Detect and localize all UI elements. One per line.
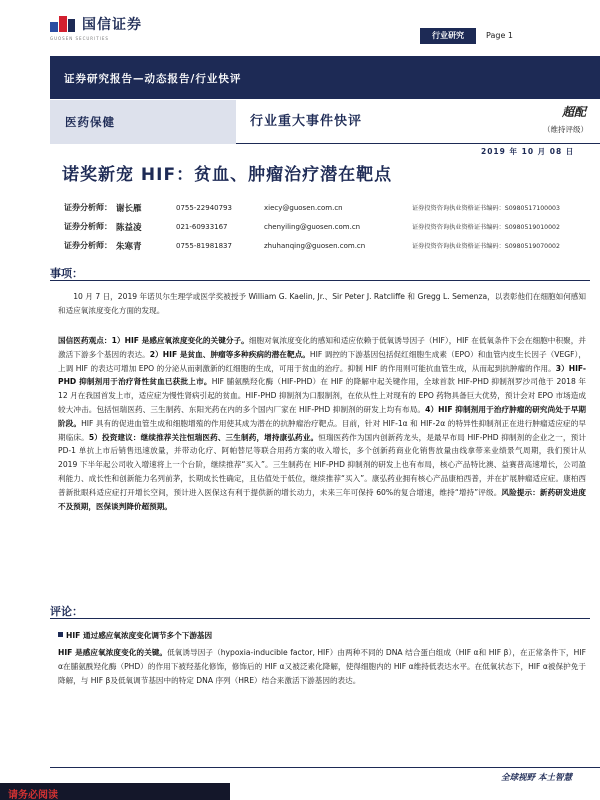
- analyst-phone: 0755-22940793: [176, 203, 232, 212]
- industry-label: 医药保健: [65, 115, 115, 129]
- analyst-cert: 证券投资咨询执业资格证书编码：S0980519010002: [412, 224, 560, 231]
- view-5-text: 恒瑞医药作为国内创新药龙头，是最早布局 HIF-PHD 抑制剂的企业之一，预计 PD-1 单抗上市后销售迅速放量，并带动化疗、阿帕替尼等联合用药方案的收入增长，多个创新药商业化销售放量由线拿带来业绩景气周期，我们预计从 2019 下半年起公司收入增速将上一个台阶，继续推荐“买入”。三生制药在 HIF-PHD 抑制剂的研发上也有布局，核心产品特比澳、益赛普高速增长，公司盈利能力、成长性和创新能力名列前茅，长期成长性确定，且估值处于低位，继续推荐“买入”。康弘药业拥有核心产品康柏西普，并在扩展肿瘤适应症。康柏西普新批眼科适应症打开增长空间，预计进入医保这有利于提供新的增长动力，未来三年可保持 60%的复合增速，维持“增持”评级。: [58, 432, 586, 497]
- view-3-text: HIF 脯氨酰羟化酶（HIF-PHD）在 HIF 的降解中起关键作用，全球首款 HIF-PHD 抑制剂罗沙司他于 2018 年 12 月在我国首发上市，适应症为慢性肾病引起的贫血。HIF-PHD 抑制剂为口服制剂，在依从性上对现有的 EPO 药物具备巨大优势，预计会对 EPO 市场造成较大冲击。包括恒瑞医药、三生制药、东阳光药在内的多个国内厂家在 HIF-PHD 抑制剂的研发上均有布局。: [58, 377, 586, 414]
- analyst-name: 陈益凌: [116, 222, 142, 233]
- brand-name: 国信证券: [82, 17, 142, 33]
- footer-divider: [50, 767, 600, 768]
- page-indicator: Page 1: [486, 31, 513, 40]
- analyst-cert: 证券投资咨询执业资格证书编码：S0980517100003: [412, 205, 560, 212]
- section-heading-event: [50, 262, 590, 281]
- views-lead: 国信医药观点：: [58, 336, 112, 345]
- square-bullet-icon: [58, 632, 63, 637]
- analyst-row: [64, 198, 584, 217]
- analyst-role: 证券分析师：: [64, 241, 112, 250]
- footer-slogan: 全球视野 本土智慧: [501, 773, 572, 783]
- analyst-role: 证券分析师：: [64, 222, 112, 231]
- section-title: 评论：: [50, 605, 83, 618]
- view-2-head: 2）HIF 是贫血、肿瘤等多种疾病的潜在靶点。: [149, 349, 310, 359]
- views-paragraph: [58, 334, 586, 513]
- brand-sub: GUOSEN SECURITIES: [50, 36, 109, 41]
- section-title: 事项：: [50, 267, 83, 280]
- company-logo: [50, 14, 142, 34]
- footer-badge: [0, 783, 230, 800]
- report-date: 2019 年 10 月 08 日: [481, 147, 575, 156]
- comment-text: 低氧诱导因子（hypoxia-inducible factor, HIF）由两种不同的 DNA 结合蛋白组成（HIF α和 HIF β），在正常条件下，HIF α在脯氨酰羟化酶（PHD）的作用下被羟基化修饰，修饰后的 HIF α又被泛素化降解，使得细胞内的 HIF α维持低表达水平。在低氧状态下，HIF α被保护免于降解，与 HIF β及低氧调节基因中的特定 DNA 序列（HRE）结合来激活下游基因的表达。: [58, 648, 587, 685]
- view-1-head: 1）HIF 是感应氧浓度变化的关键分子。: [111, 336, 249, 345]
- analyst-row: [64, 217, 584, 236]
- tab-industry-research: 行业研究: [420, 28, 476, 44]
- footer-badge-text: 请务必阅读: [8, 790, 58, 800]
- risk-warning: 风险提示：新药研发进度不及预期，医保谈判降价超预期。: [58, 487, 587, 511]
- industry-panel: [50, 100, 236, 144]
- view-4-text: HIF 具有的促进血管生成和细胞增殖的作用使其成为潜在的抗肿瘤治疗靶点。目前，针对 HIF-1α 和 HIF-2α 的特异性抑制剂正在进行肿瘤适应症的早期临床。: [58, 418, 587, 442]
- view-5-head: 5）投资建议：继续推荐关注恒瑞医药、三生制药，增持康弘药业。: [88, 432, 319, 442]
- comment-lead: HIF 是感应氧浓度变化的关键。: [58, 648, 168, 657]
- analyst-name: 谢长雁: [116, 203, 142, 214]
- header-tabs: [420, 28, 513, 44]
- analyst-email[interactable]: chenyiling@guosen.com.cn: [264, 222, 361, 231]
- report-info-bar: [50, 100, 600, 144]
- event-paragraph: 10 月 7 日，2019 年诺贝尔生理学或医学奖被授予 William G. Kaelin, Jr.、Sir Peter J. Ratcliffe 和 Gregg L. Semenza，以表彰他们在细胞如何感知和适应氧浓度变化方面的发现。: [58, 292, 586, 315]
- comment-subheading: [58, 630, 212, 641]
- analyst-email[interactable]: zhuhanqing@guosen.com.cn: [264, 241, 366, 250]
- analyst-row: [64, 236, 584, 255]
- analyst-name: 朱寒青: [116, 241, 142, 252]
- rating-note: （维持评级）: [543, 125, 588, 134]
- view-1-text: 细胞对氧浓度变化的感知和适应依赖于低氧诱导因子（HIF），HIF 在低氧条件下会在细胞中积聚，并激活下游多个基因的表达。: [58, 336, 587, 359]
- analyst-list: [64, 198, 584, 255]
- section-heading-comment: [50, 600, 590, 619]
- view-4-head: 4）HIF 抑制剂用于治疗肿瘤的研究尚处于早期阶段。: [58, 404, 586, 428]
- analyst-role: 证券分析师：: [64, 203, 112, 212]
- analyst-phone: 021-60933167: [176, 222, 228, 231]
- logo-mark-icon: [50, 14, 76, 34]
- comment-subheading-text: HIF 通过感应氧浓度变化调节多个下游基因: [66, 631, 213, 640]
- report-title: 诺奖新宠 HIF：贫血、肿瘤治疗潜在靶点: [62, 165, 393, 185]
- analyst-phone: 0755-81981837: [176, 241, 232, 250]
- view-3-head: 3）HIF-PHD 抑制剂用于治疗肾性贫血已获批上市。: [58, 363, 587, 387]
- comment-paragraph: [58, 646, 586, 687]
- view-2-text: HIF 调控的下游基因包括促红细胞生成素（EPO）和血管内皮生长因子（VEGF），上调 HIF 的表达可增加 EPO 的分泌从而刺激新的红细胞的生成，可用于贫血的治疗。抑制 HIF 的作用则可能抗血管生成，从而起到抗肿瘤的作用。: [58, 349, 587, 373]
- analyst-email[interactable]: xiecy@guosen.com.cn: [264, 203, 343, 212]
- rating: 超配: [561, 105, 586, 119]
- report-category: 证券研究报告—动态报告/行业快评: [64, 73, 242, 85]
- report-type: 行业重大事件快评: [250, 114, 363, 129]
- analyst-cert: 证券投资咨询执业资格证书编码：S0980519070002: [412, 243, 560, 250]
